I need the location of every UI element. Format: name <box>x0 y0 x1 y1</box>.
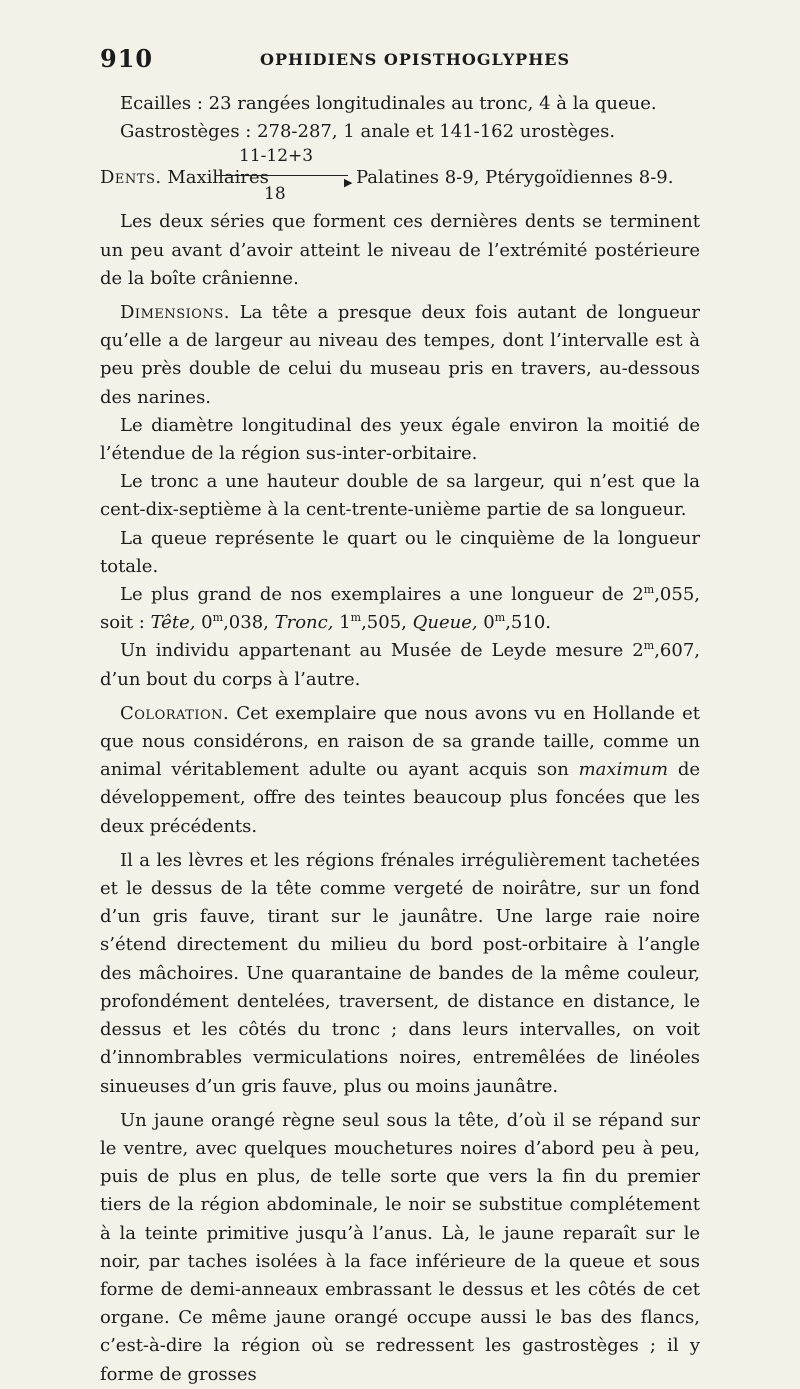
measure-text-f: ,505, <box>361 612 413 634</box>
coloration-text-b: de développement, offre des teintes beaucoup plus foncées que les deux précédents. <box>100 759 700 837</box>
measure-text-b: ,055, soit : <box>100 584 700 634</box>
paragraph-ventral: Un jaune orangé règne seul sous la tête, d’où il se répand sur le ventre, avec quelques mouchetures noires d’abord peu à peu, puis de plus en plus, de telle sorte que vers la fin du premier tiers de la région abdominale, le noir se substitue complétement à la teinte primitive jusqu’à l’anus. Là, le jaune reparaît sur le noir, par taches isolées à la face inférieure de la queue et sous forme de demi-anneaux embrassant le dessus et les côtés de cet organe. Ce même jaune orangé occupe aussi le bas des flancs, c’est-à-dire la région où se redressent les gastrostèges ; il y forme de grosses <box>100 1109 700 1385</box>
dimensions-text: La tête a presque deux fois autant de longueur qu’elle a de largeur au niveau des tempes, dont l’intervalle est à peu près double de celui du museau pris en travers, au-dessous des narines. <box>100 302 700 408</box>
unit-m: m <box>643 583 655 597</box>
measure-text-g: 0 <box>477 612 495 634</box>
paragraph-dimensions <box>100 299 700 412</box>
measure-text-a: Le plus grand de nos exemplaires a une longueur de 2 <box>120 584 644 606</box>
measure-text-d: ,038, <box>223 612 275 634</box>
measure-text-h: ,510. <box>505 612 552 634</box>
page-header <box>100 44 660 74</box>
arrow-icon: ▶ <box>344 176 353 190</box>
measure-trunk-label: Tronc, <box>274 612 334 634</box>
page-number: 910 <box>100 44 154 73</box>
paragraph-tail: La queue représente le quart ou le cinquième de la longueur totale. <box>100 527 700 577</box>
coloration-text-a: Cet exemplaire que nous avons vu en Hollande et que nous considérons, en raison de sa grande taille, comme un animal véritablement adulte ou ayant acquis son <box>100 702 700 781</box>
palatine-pterygoid: Palatines 8-9, Ptérygoïdiennes 8-9. <box>356 167 674 189</box>
paragraph-head-markings: Il a les lèvres et les régions frénales irrégulièrement tachetées et le dessus de la tête comme vergeté de noirâtre, sur un fond d’un gris fauve, tirant sur le jaunâtre. Une large raie noire s’étend directement du milieu du bord post-orbitaire à l’angle des mâchoires. Une quarantaine de bandes de la même couleur, profondément dentelées, traversent, de distance en distance, le dessus et les côtés du tronc ; dans leurs intervalles, on voit d’innombrables vermiculations noires, entremêlées de linéoles sinueuses d’un gris fauve, plus ou moins jaunâtre. <box>100 849 700 1097</box>
paragraph-leyde <box>100 637 700 693</box>
measure-tail-label: Queue, <box>412 612 478 634</box>
leyde-text-a: Un individu appartenant au Musée de Leyde mesure 2 <box>120 640 644 662</box>
scales-line: Ecailles : 23 rangées longitudinales au tronc, 4 à la queue. <box>120 93 657 114</box>
paragraph-measurements <box>100 581 700 637</box>
paragraph-eyes: Le diamètre longitudinal des yeux égale environ la moitié de l’étendue de la région sus-inter-orbitaire. <box>100 414 700 465</box>
body-text <box>100 90 700 1389</box>
teeth-formula <box>100 142 700 208</box>
unit-m: m <box>212 611 224 625</box>
leyde-text-b: ,607, d’un bout du corps à l’autre. <box>100 640 700 690</box>
maximum-word: maximum <box>578 759 669 781</box>
maxillary-label: Maxillaires <box>167 167 269 189</box>
teeth-heading: Dents. <box>100 167 162 189</box>
formula-denominator: 18 <box>264 184 286 205</box>
dimensions-heading: Dimensions. <box>120 302 230 324</box>
formula-numerator: 11-12+3 <box>239 146 314 167</box>
gastrosteges-line: Gastrostèges : 278-287, 1 anale et 141-162 urostèges. <box>120 121 616 143</box>
measure-head-label: Tête, <box>150 612 196 634</box>
fraction-bar <box>216 175 348 176</box>
paragraph-teeth-series: Les deux séries que forment ces dernières dents se terminent un peu avant d’avoir atteint le niveau de l’extrémité postérieure de la boîte crânienne. <box>100 211 700 289</box>
unit-m: m <box>643 639 655 653</box>
measure-text-c: 0 <box>195 612 213 634</box>
paragraph-trunk: Le tronc a une hauteur double de sa largeur, qui n’est que la cent-dix-septième à la cent-trente-unième partie de sa longueur. <box>100 471 700 521</box>
unit-m: m <box>494 611 506 625</box>
measure-text-e: 1 <box>333 612 351 634</box>
paragraph-coloration <box>100 700 700 841</box>
unit-m: m <box>350 611 362 625</box>
running-title: OPHIDIENS OPISTHOGLYPHES <box>260 50 571 69</box>
coloration-heading: Coloration. <box>120 702 230 724</box>
